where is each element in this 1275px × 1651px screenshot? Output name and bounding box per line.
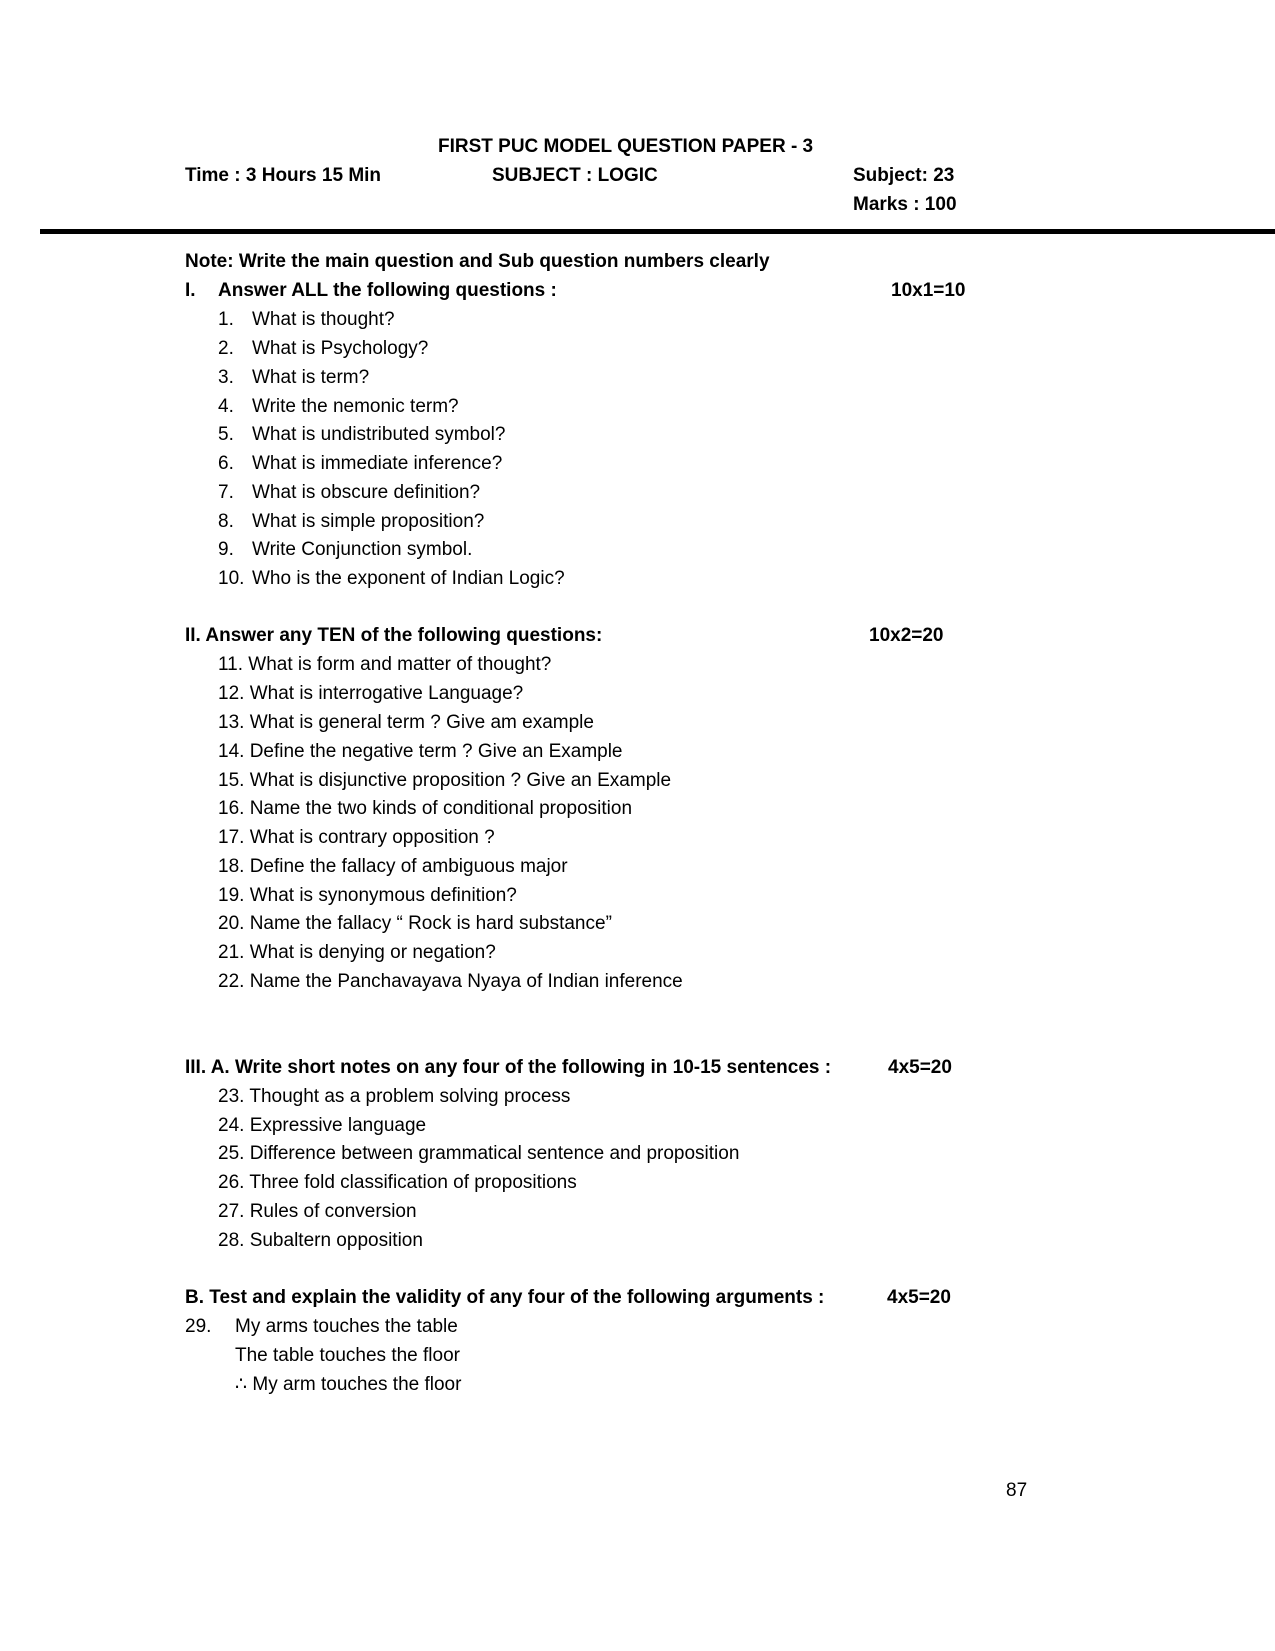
list-item: 17. What is contrary opposition ? — [218, 827, 495, 848]
list-item: 13. What is general term ? Give am example — [218, 712, 594, 733]
list-item: 20. Name the fallacy “ Rock is hard substance” — [218, 913, 612, 934]
list-item: 27. Rules of conversion — [218, 1201, 417, 1222]
list-item: 24. Expressive language — [218, 1115, 427, 1136]
list-item: 18. Define the fallacy of ambiguous major — [218, 856, 568, 877]
question-text: What is undistributed symbol? — [252, 424, 506, 445]
question-number: 3. — [218, 367, 234, 388]
list-item: 14. Define the negative term ? Give an Example — [218, 741, 623, 762]
list-item: 26. Three fold classification of propositions — [218, 1172, 577, 1193]
list-item: 28. Subaltern opposition — [218, 1230, 423, 1251]
section3a-marks: 4x5=20 — [888, 1057, 952, 1078]
header-divider — [40, 229, 1275, 234]
question-number: 5. — [218, 424, 234, 445]
question-number: 8. — [218, 511, 234, 532]
section1-marks: 10x1=10 — [891, 280, 966, 301]
list-item: 23. Thought as a problem solving process — [218, 1086, 571, 1107]
section3a-heading: III. A. Write short notes on any four of the following in 10-15 sentences : — [185, 1057, 832, 1078]
paper-title: FIRST PUC MODEL QUESTION PAPER - 3 — [438, 136, 814, 157]
question-number: 29. — [185, 1316, 212, 1337]
time-label: Time : 3 Hours 15 Min — [185, 165, 382, 186]
section2-heading: II. Answer any TEN of the following questions: — [185, 625, 603, 646]
question-text: Who is the exponent of Indian Logic? — [252, 568, 565, 589]
question-text: What is term? — [252, 367, 370, 388]
argument-line: The table touches the floor — [235, 1345, 460, 1366]
question-number: 10. — [218, 568, 245, 589]
list-item: 11. What is form and matter of thought? — [218, 654, 552, 675]
question-text: Write Conjunction symbol. — [252, 539, 473, 560]
argument-line: My arms touches the table — [235, 1316, 458, 1337]
question-text: What is immediate inference? — [252, 453, 503, 474]
question-number: 2. — [218, 338, 234, 359]
question-number: 7. — [218, 482, 234, 503]
list-item: 22. Name the Panchavayava Nyaya of Indian inference — [218, 971, 683, 992]
section2-marks: 10x2=20 — [869, 625, 944, 646]
section3b-marks: 4x5=20 — [887, 1287, 951, 1308]
list-item: 15. What is disjunctive proposition ? Give an Example — [218, 770, 672, 791]
section3b-heading: B. Test and explain the validity of any four of the following arguments : — [185, 1287, 825, 1308]
list-item: 16. Name the two kinds of conditional proposition — [218, 798, 633, 819]
question-number: 9. — [218, 539, 234, 560]
section1-roman: I. — [185, 280, 196, 301]
note-text: Note: Write the main question and Sub question numbers clearly — [185, 251, 770, 272]
section1-heading: Answer ALL the following questions : — [218, 280, 557, 301]
question-text: What is obscure definition? — [252, 482, 481, 503]
marks-label: Marks : 100 — [853, 194, 957, 215]
list-item: 21. What is denying or negation? — [218, 942, 496, 963]
page-number: 87 — [1006, 1480, 1028, 1501]
list-item: 19. What is synonymous definition? — [218, 885, 517, 906]
question-text: Write the nemonic term? — [252, 396, 459, 417]
subject-code-label: Subject: 23 — [853, 165, 955, 186]
subject-label: SUBJECT : LOGIC — [492, 165, 658, 186]
list-item: 25. Difference between grammatical sentence and proposition — [218, 1143, 740, 1164]
argument-conclusion: ∴ My arm touches the floor — [235, 1374, 462, 1395]
question-number: 6. — [218, 453, 234, 474]
list-item: 12. What is interrogative Language? — [218, 683, 524, 704]
question-text: What is Psychology? — [252, 338, 429, 359]
question-text: What is simple proposition? — [252, 511, 485, 532]
question-text: What is thought? — [252, 309, 395, 330]
question-number: 4. — [218, 396, 234, 417]
question-number: 1. — [218, 309, 234, 330]
